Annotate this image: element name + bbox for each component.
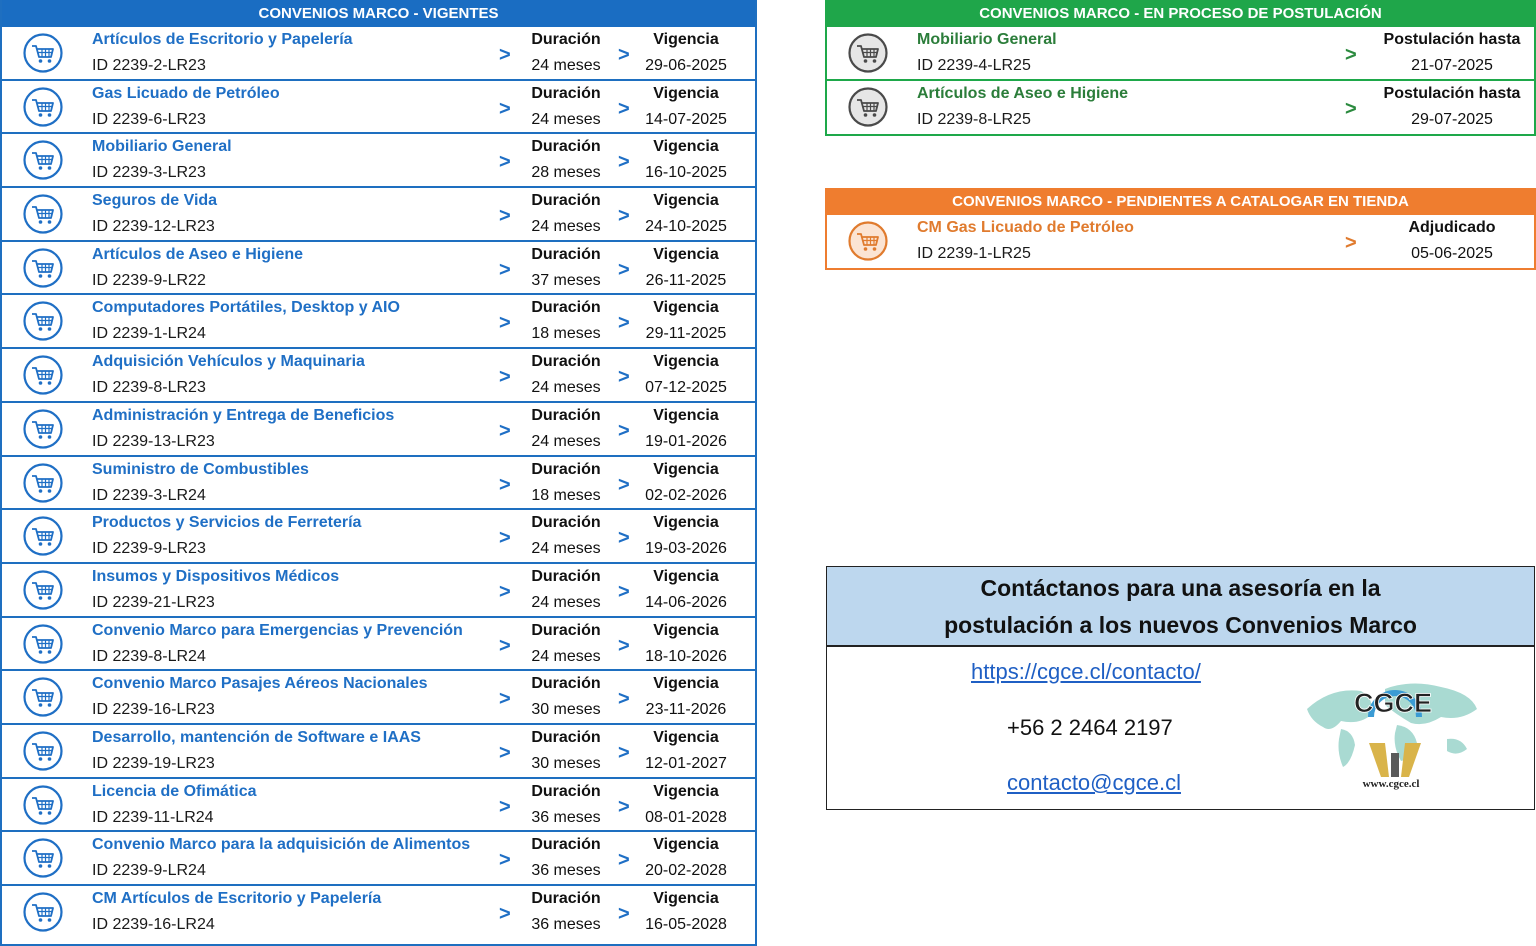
vigencia-label: Vigencia (653, 675, 719, 693)
convenio-title[interactable]: CM Gas Licuado de Petróleo (917, 219, 1134, 236)
duracion-value: 36 meses (531, 862, 601, 880)
vigencia-label: Vigencia (653, 890, 719, 907)
chevron-right-icon: > (618, 473, 630, 496)
shopping-cart-icon (23, 463, 63, 503)
vigencia-value: 14-07-2025 (645, 110, 727, 128)
chevron-right-icon: > (1345, 97, 1357, 120)
chevron-right-icon: > (499, 849, 511, 872)
duracion-value: 28 meses (531, 164, 601, 182)
chevron-right-icon: > (618, 527, 630, 550)
chevron-right-icon: > (618, 366, 630, 389)
duracion-label: Duración (531, 245, 601, 263)
vigencia-value: 29-06-2025 (645, 57, 727, 74)
chevron-right-icon: > (1345, 44, 1357, 66)
vigencia-label: Vigencia (653, 514, 719, 532)
pendientes-panel (825, 188, 1536, 270)
convenio-title[interactable]: Seguros de Vida (92, 192, 218, 210)
duracion-value: 24 meses (531, 540, 601, 558)
chevron-right-icon: > (618, 205, 630, 228)
duracion-label: Duración (531, 890, 601, 907)
convenio-title[interactable]: CM Artículos de Escritorio y Papelería (92, 890, 382, 907)
vigencia-label: Vigencia (653, 245, 719, 263)
convenio-title[interactable]: Mobiliario General (92, 138, 232, 156)
vigente-row[interactable] (2, 349, 755, 403)
vigencia-value: 18-10-2026 (645, 647, 727, 665)
cgce-logo (1301, 669, 1479, 793)
vigencia-value: 07-12-2025 (645, 379, 727, 397)
chevron-right-icon: > (499, 688, 511, 711)
duracion-value: 24 meses (531, 379, 601, 397)
contact-box (826, 566, 1535, 810)
convenio-id: ID 2239-11-LR24 (92, 808, 214, 826)
shopping-cart-icon (23, 516, 63, 556)
chevron-right-icon: > (499, 473, 511, 496)
chevron-right-icon: > (618, 44, 630, 66)
pendiente-row[interactable] (827, 215, 1534, 268)
chevron-right-icon: > (499, 419, 511, 442)
shopping-cart-icon (23, 409, 63, 449)
chevron-right-icon: > (618, 151, 630, 174)
chevron-right-icon: > (499, 741, 511, 764)
vigencia-value: 29-11-2025 (645, 325, 727, 343)
vigencia-value: 08-01-2028 (645, 808, 727, 826)
chevron-right-icon: > (618, 903, 630, 925)
chevron-right-icon: > (618, 634, 630, 657)
duracion-value: 37 meses (531, 271, 601, 289)
postulacion-label: Postulación hasta (1383, 31, 1521, 48)
contact-title-line2: postulación a los nuevos Convenios Marco (944, 612, 1417, 638)
shopping-cart-icon (848, 33, 888, 73)
vigente-row[interactable] (2, 134, 755, 188)
duracion-value: 24 meses (531, 593, 601, 611)
vigencia-value: 02-02-2026 (645, 486, 727, 504)
vigencia-label: Vigencia (653, 299, 719, 317)
chevron-right-icon: > (618, 688, 630, 711)
logo-url: www.cgce.cl (1362, 778, 1420, 790)
shopping-cart-icon (23, 355, 63, 395)
vigencia-value: 16-10-2025 (645, 164, 727, 182)
postulacion-date: 29-07-2025 (1411, 110, 1493, 128)
vigente-row[interactable] (2, 779, 755, 833)
pendientes-header: CONVENIOS MARCO - PENDIENTES A CATALOGAR EN TIENDA (827, 188, 1534, 215)
shopping-cart-icon (23, 624, 63, 664)
duracion-label: Duración (531, 353, 601, 371)
chevron-right-icon: > (499, 312, 511, 335)
vigencia-value: 26-11-2025 (645, 271, 727, 289)
convenio-title[interactable]: Computadores Portátiles, Desktop y AIO (92, 299, 400, 317)
duracion-value: 36 meses (531, 916, 601, 933)
vigencia-label: Vigencia (653, 192, 719, 210)
shopping-cart-icon (23, 677, 63, 717)
shopping-cart-icon (23, 838, 63, 878)
postulacion-label: Postulación hasta (1383, 84, 1521, 102)
vigencia-label: Vigencia (653, 621, 719, 639)
chevron-right-icon: > (499, 795, 511, 818)
convenio-id: ID 2239-16-LR23 (92, 701, 215, 719)
convenio-title[interactable]: Suministro de Combustibles (92, 460, 309, 478)
postulacion-header: CONVENIOS MARCO - EN PROCESO DE POSTULACIÓN (827, 0, 1534, 27)
convenio-id: ID 2239-6-LR23 (92, 110, 206, 128)
vigencia-label: Vigencia (653, 728, 719, 746)
duracion-value: 24 meses (531, 432, 601, 450)
vigencia-value: 20-02-2028 (645, 862, 727, 880)
chevron-right-icon: > (1345, 232, 1357, 254)
convenio-id: ID 2239-2-LR23 (92, 57, 206, 74)
convenio-title[interactable]: Productos y Servicios de Ferretería (92, 514, 362, 532)
duracion-label: Duración (531, 836, 601, 854)
vigente-row[interactable] (2, 295, 755, 349)
chevron-right-icon: > (499, 151, 511, 174)
postulacion-list (827, 27, 1534, 134)
convenio-id: ID 2239-21-LR23 (92, 593, 215, 611)
vigencia-value: 16-05-2028 (645, 916, 727, 933)
vigente-row[interactable] (2, 832, 755, 886)
contact-title-line1: Contáctanos para una asesoría en la (980, 575, 1381, 601)
chevron-right-icon: > (618, 741, 630, 764)
logo-wordmark: CGCE (1353, 688, 1433, 718)
convenio-id: ID 2239-13-LR23 (92, 432, 215, 450)
chevron-right-icon: > (618, 97, 630, 120)
convenio-id: ID 2239-3-LR23 (92, 164, 206, 182)
adjudicado-date: 05-06-2025 (1411, 245, 1493, 262)
vigencia-label: Vigencia (653, 353, 719, 371)
shopping-cart-icon (23, 194, 63, 234)
vigencia-label: Vigencia (653, 31, 719, 48)
convenio-id: ID 2239-4-LR25 (917, 57, 1031, 74)
vigencia-value: 19-03-2026 (645, 540, 727, 558)
vigente-row[interactable] (2, 725, 755, 779)
postulacion-date: 21-07-2025 (1411, 57, 1493, 74)
shopping-cart-icon (23, 570, 63, 610)
contact-title (827, 567, 1534, 647)
duracion-label: Duración (531, 406, 601, 424)
convenio-title[interactable]: Artículos de Aseo e Higiene (92, 245, 304, 263)
shopping-cart-icon (23, 301, 63, 341)
vigencia-value: 23-11-2026 (645, 701, 727, 719)
vigente-row[interactable] (2, 564, 755, 618)
chevron-right-icon: > (499, 366, 511, 389)
convenio-id: ID 2239-9-LR23 (92, 540, 206, 558)
chevron-right-icon: > (618, 312, 630, 335)
contact-phone: +56 2 2464 2197 (1007, 715, 1173, 740)
chevron-right-icon: > (499, 580, 511, 603)
postulacion-panel (825, 0, 1536, 136)
duracion-value: 30 meses (531, 754, 601, 772)
vigente-row[interactable] (2, 457, 755, 511)
shopping-cart-icon (848, 221, 888, 261)
shopping-cart-icon (23, 248, 63, 288)
duracion-value: 24 meses (531, 647, 601, 665)
chevron-right-icon: > (618, 580, 630, 603)
chevron-right-icon: > (499, 44, 511, 66)
vigentes-header: CONVENIOS MARCO - VIGENTES (2, 0, 755, 27)
convenio-title[interactable]: Desarrollo, mantención de Software e IAAS (92, 728, 421, 746)
chevron-right-icon: > (499, 527, 511, 550)
convenio-id: ID 2239-1-LR25 (917, 245, 1031, 262)
vigentes-list (2, 27, 755, 940)
vigencia-value: 24-10-2025 (645, 218, 727, 236)
duracion-label: Duración (531, 299, 601, 317)
duracion-value: 30 meses (531, 701, 601, 719)
duracion-label: Duración (531, 460, 601, 478)
duracion-label: Duración (531, 31, 601, 48)
duracion-label: Duración (531, 675, 601, 693)
vigente-row[interactable] (2, 403, 755, 457)
vigencia-label: Vigencia (653, 138, 719, 156)
convenio-title[interactable]: Convenio Marco para Emergencias y Prevención (92, 621, 463, 639)
shopping-cart-icon (23, 87, 63, 127)
vigente-row[interactable] (2, 671, 755, 725)
vigentes-panel (0, 0, 757, 946)
duracion-value: 36 meses (531, 808, 601, 826)
convenio-id: ID 2239-12-LR23 (92, 218, 215, 236)
duracion-label: Duración (531, 84, 601, 102)
convenio-id: ID 2239-19-LR23 (92, 754, 215, 772)
convenio-title[interactable]: Adquisición Vehículos y Maquinaria (92, 353, 365, 371)
convenio-id: ID 2239-8-LR23 (92, 379, 206, 397)
duracion-label: Duración (531, 728, 601, 746)
convenio-id: ID 2239-8-LR24 (92, 647, 206, 665)
convenio-id: ID 2239-3-LR24 (92, 486, 206, 504)
duracion-label: Duración (531, 621, 601, 639)
convenio-title[interactable]: Artículos de Escritorio y Papelería (92, 31, 353, 48)
postulacion-row[interactable] (827, 27, 1534, 81)
chevron-right-icon: > (499, 205, 511, 228)
adjudicado-label: Adjudicado (1408, 219, 1496, 236)
convenio-id: ID 2239-9-LR22 (92, 271, 206, 289)
vigencia-label: Vigencia (653, 84, 719, 102)
vigencia-label: Vigencia (653, 836, 719, 854)
shopping-cart-icon (23, 33, 63, 73)
duracion-value: 24 meses (531, 218, 601, 236)
chevron-right-icon: > (499, 634, 511, 657)
vigente-row[interactable] (2, 242, 755, 296)
duracion-value: 18 meses (531, 486, 601, 504)
vigencia-label: Vigencia (653, 406, 719, 424)
chevron-right-icon: > (499, 97, 511, 120)
convenio-id: ID 2239-1-LR24 (92, 325, 206, 343)
shopping-cart-icon (23, 731, 63, 771)
shopping-cart-icon (23, 785, 63, 825)
chevron-right-icon: > (618, 419, 630, 442)
chevron-right-icon: > (499, 903, 511, 925)
convenio-title[interactable]: Mobiliario General (917, 31, 1057, 48)
vigente-row[interactable] (2, 27, 755, 81)
vigencia-value: 12-01-2027 (645, 754, 727, 772)
convenio-title[interactable]: Artículos de Aseo e Higiene (917, 84, 1129, 102)
contact-email-link[interactable]: contacto@cgce.cl (1007, 770, 1181, 795)
vigencia-value: 19-01-2026 (645, 432, 727, 450)
vigente-row[interactable] (2, 81, 755, 135)
shopping-cart-icon (23, 892, 63, 932)
convenio-id: ID 2239-8-LR25 (917, 110, 1031, 128)
duracion-value: 24 meses (531, 57, 601, 74)
vigencia-label: Vigencia (653, 460, 719, 478)
vigente-row[interactable] (2, 188, 755, 242)
postulacion-row[interactable] (827, 81, 1534, 135)
convenio-id: ID 2239-16-LR24 (92, 916, 215, 933)
pendientes-list (827, 215, 1534, 268)
contact-url-link[interactable]: https://cgce.cl/contacto/ (971, 659, 1201, 684)
vigencia-value: 14-06-2026 (645, 593, 727, 611)
duracion-label: Duración (531, 782, 601, 800)
vigencia-label: Vigencia (653, 782, 719, 800)
vigente-row[interactable] (2, 886, 755, 940)
duracion-label: Duración (531, 567, 601, 585)
chevron-right-icon: > (618, 795, 630, 818)
duracion-label: Duración (531, 514, 601, 532)
convenio-title[interactable]: Administración y Entrega de Beneficios (92, 406, 395, 424)
vigente-row[interactable] (2, 618, 755, 672)
chevron-right-icon: > (618, 849, 630, 872)
world-map-logo-icon (1301, 669, 1479, 793)
duracion-label: Duración (531, 192, 601, 210)
shopping-cart-icon (23, 140, 63, 180)
duracion-value: 24 meses (531, 110, 601, 128)
convenio-title[interactable]: Licencia de Ofimática (92, 782, 257, 800)
convenio-title[interactable]: Insumos y Dispositivos Médicos (92, 567, 340, 585)
vigencia-label: Vigencia (653, 567, 719, 585)
convenio-title[interactable]: Convenio Marco Pasajes Aéreos Nacionales (92, 675, 428, 693)
duracion-label: Duración (531, 138, 601, 156)
convenio-id: ID 2239-9-LR24 (92, 862, 206, 880)
shopping-cart-icon (848, 87, 888, 127)
convenio-title[interactable]: Gas Licuado de Petróleo (92, 84, 280, 102)
chevron-right-icon: > (618, 258, 630, 281)
vigente-row[interactable] (2, 510, 755, 564)
convenio-title[interactable]: Convenio Marco para la adquisición de Alimentos (92, 836, 471, 854)
chevron-right-icon: > (499, 258, 511, 281)
duracion-value: 18 meses (531, 325, 601, 343)
